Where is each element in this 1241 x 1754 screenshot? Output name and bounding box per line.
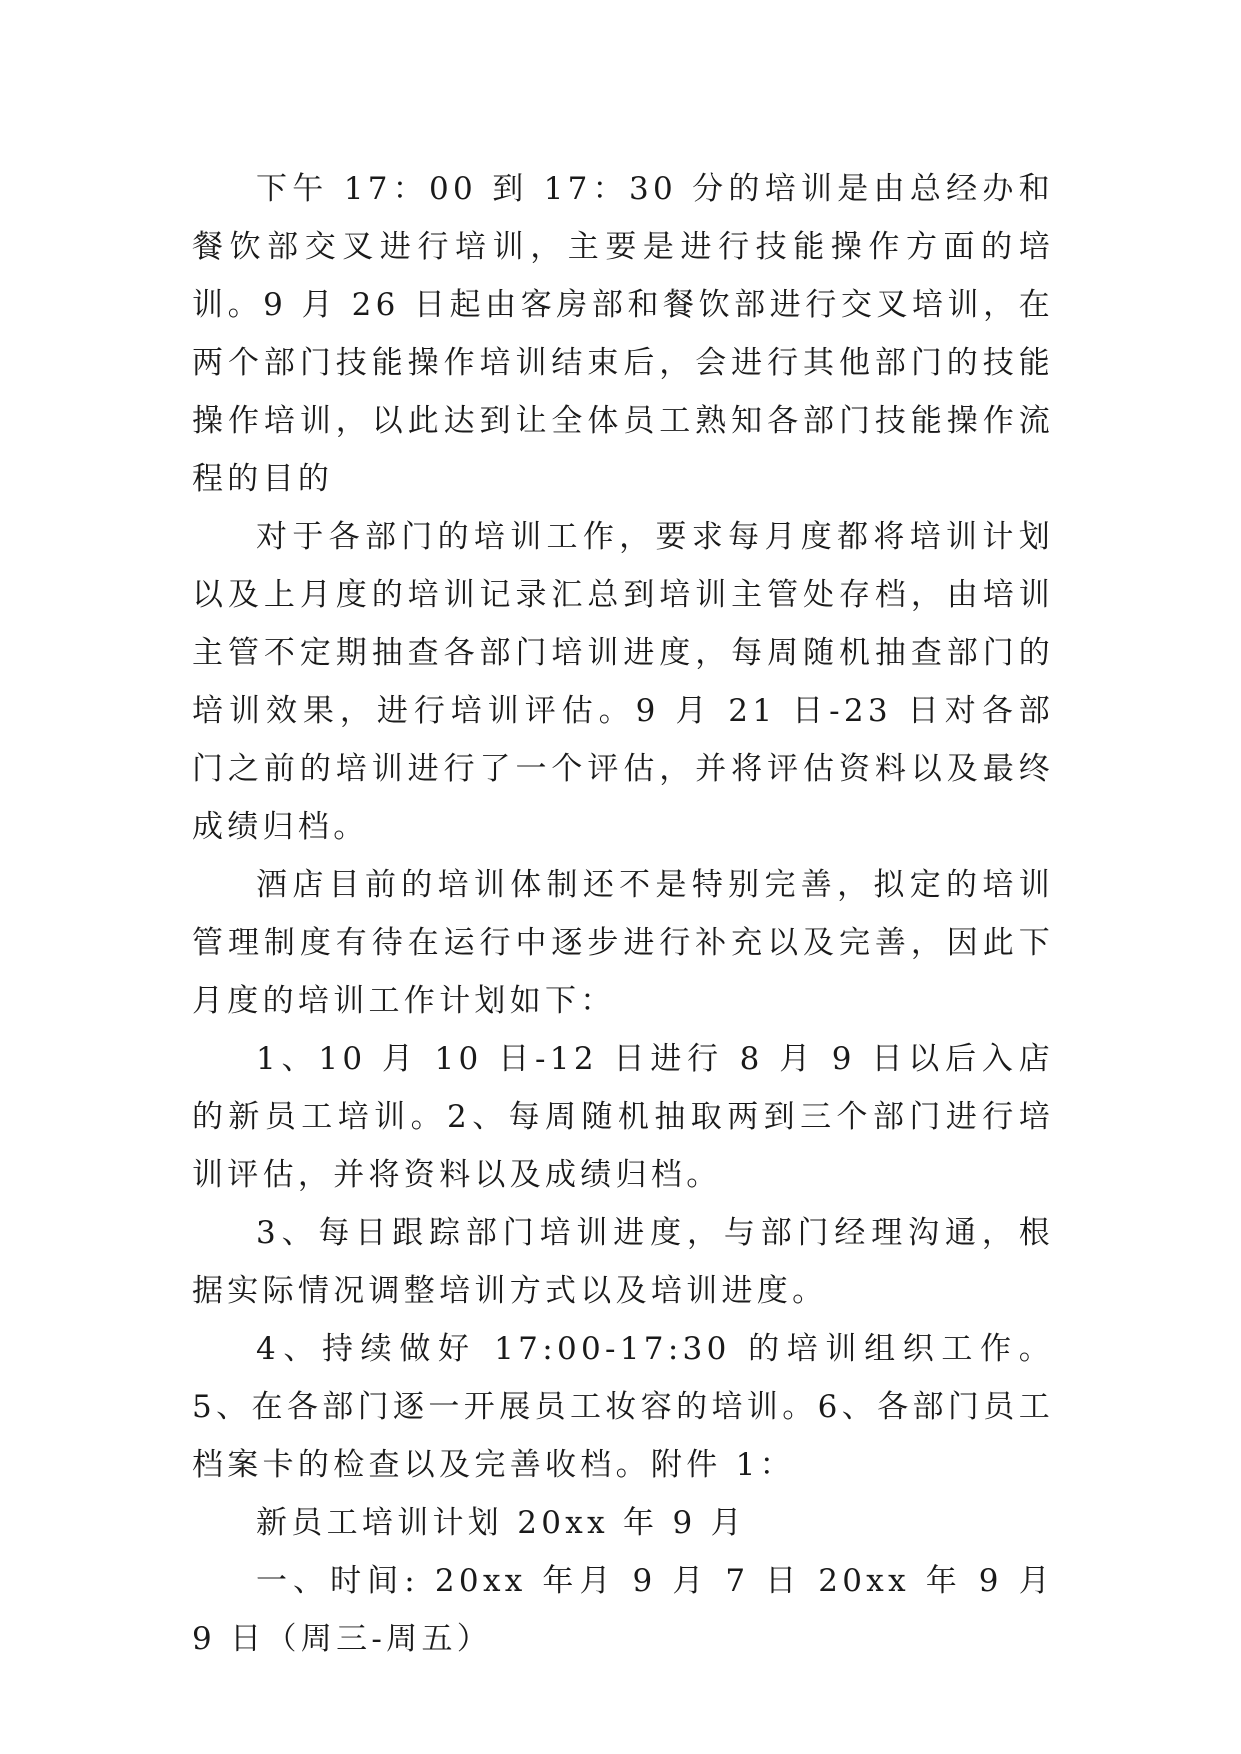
paragraph-training-records: 对于各部门的培训工作，要求每月度都将培训计划以及上月度的培训记录汇总到培训主管处存档，由培训主管不定期抽查各部门培训进度，每周随机抽查部门的培训效果，进行培训评估。9 月 21 日-23 日对各部门之前的培训进行了一个评估，并将评估资料以及最终成绩归档。 [192,519,1054,845]
paragraph-plan-items-4-6: 4、持续做好 17:00-17:30 的培训组织工作。5、在各部门逐一开展员工妆容的培训。6、各部门员工档案卡的检查以及完善收档。附件 1： [192,1331,1054,1483]
document-body [192,160,1069,1668]
paragraph-time: 一、时间: 20xx 年月 9 月 7 日 20xx 年 9 月 9 日（周三-周五） [192,1563,1069,1657]
paragraph-cross-training: 下午 17：00 到 17：30 分的培训是由总经办和餐饮部交叉进行培训，主要是进行技能操作方面的培训。9 月 26 日起由客房部和餐饮部进行交叉培训，在两个部门技能操作培训结束后，会进行其他部门的技能操作培训，以此达到让全体员工熟知各部门技能操作流程的目的 [192,171,1054,497]
paragraph-plan-items-1-2: 1、10 月 10 日-12 日进行 8 月 9 日以后入店的新员工培训。2、每周随机抽取两到三个部门进行培训评估，并将资料以及成绩归档。 [192,1041,1054,1193]
paragraph-training-system: 酒店目前的培训体制还不是特别完善，拟定的培训管理制度有待在运行中逐步进行补充以及完善，因此下月度的培训工作计划如下： [192,867,1054,1019]
paragraph-plan-item-3: 3、每日跟踪部门培训进度，与部门经理沟通，根据实际情况调整培训方式以及培训进度。 [192,1215,1054,1309]
paragraph-new-staff-plan-title: 新员工培训计划 20xx 年 9 月 [256,1505,746,1541]
